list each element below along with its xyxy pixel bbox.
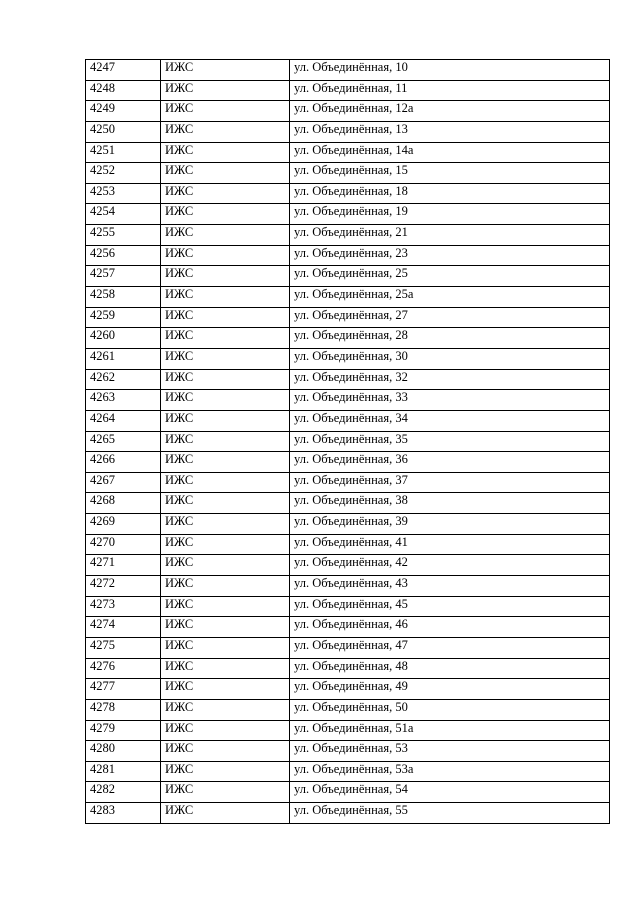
row-type-cell: ИЖС <box>161 617 290 638</box>
table-row <box>86 204 610 225</box>
row-number-cell: 4271 <box>86 555 161 576</box>
row-type-cell: ИЖС <box>161 183 290 204</box>
row-number-cell: 4272 <box>86 576 161 597</box>
row-type-cell: ИЖС <box>161 328 290 349</box>
row-address-cell: ул. Объединённая, 14а <box>290 142 610 163</box>
row-number-cell: 4281 <box>86 761 161 782</box>
row-type-cell: ИЖС <box>161 245 290 266</box>
row-address-cell: ул. Объединённая, 39 <box>290 514 610 535</box>
table-row <box>86 80 610 101</box>
row-type-cell: ИЖС <box>161 699 290 720</box>
row-type-cell: ИЖС <box>161 369 290 390</box>
row-address-cell: ул. Объединённая, 48 <box>290 658 610 679</box>
row-address-cell: ул. Объединённая, 54 <box>290 782 610 803</box>
row-address-cell: ул. Объединённая, 55 <box>290 803 610 824</box>
row-number-cell: 4276 <box>86 658 161 679</box>
table-row <box>86 163 610 184</box>
row-address-cell: ул. Объединённая, 49 <box>290 679 610 700</box>
row-address-cell: ул. Объединённая, 33 <box>290 390 610 411</box>
row-number-cell: 4259 <box>86 307 161 328</box>
row-type-cell: ИЖС <box>161 390 290 411</box>
row-number-cell: 4248 <box>86 80 161 101</box>
row-address-cell: ул. Объединённая, 10 <box>290 60 610 81</box>
row-address-cell: ул. Объединённая, 38 <box>290 493 610 514</box>
row-address-cell: ул. Объединённая, 36 <box>290 452 610 473</box>
row-number-cell: 4258 <box>86 287 161 308</box>
row-number-cell: 4264 <box>86 410 161 431</box>
table-row <box>86 472 610 493</box>
table-row <box>86 493 610 514</box>
table-row <box>86 369 610 390</box>
row-type-cell: ИЖС <box>161 658 290 679</box>
registry-table-body <box>86 60 610 824</box>
row-type-cell: ИЖС <box>161 637 290 658</box>
row-type-cell: ИЖС <box>161 410 290 431</box>
table-row <box>86 534 610 555</box>
table-row <box>86 782 610 803</box>
row-address-cell: ул. Объединённая, 28 <box>290 328 610 349</box>
row-type-cell: ИЖС <box>161 80 290 101</box>
row-type-cell: ИЖС <box>161 741 290 762</box>
row-address-cell: ул. Объединённая, 47 <box>290 637 610 658</box>
row-address-cell: ул. Объединённая, 27 <box>290 307 610 328</box>
row-address-cell: ул. Объединённая, 53а <box>290 761 610 782</box>
table-row <box>86 225 610 246</box>
row-number-cell: 4261 <box>86 348 161 369</box>
table-row <box>86 617 610 638</box>
row-type-cell: ИЖС <box>161 514 290 535</box>
table-row <box>86 741 610 762</box>
table-row <box>86 699 610 720</box>
table-row <box>86 596 610 617</box>
table-row <box>86 555 610 576</box>
row-number-cell: 4270 <box>86 534 161 555</box>
row-number-cell: 4279 <box>86 720 161 741</box>
row-address-cell: ул. Объединённая, 23 <box>290 245 610 266</box>
row-number-cell: 4274 <box>86 617 161 638</box>
table-row <box>86 679 610 700</box>
row-number-cell: 4282 <box>86 782 161 803</box>
table-row <box>86 348 610 369</box>
table-row <box>86 431 610 452</box>
row-number-cell: 4262 <box>86 369 161 390</box>
row-type-cell: ИЖС <box>161 348 290 369</box>
table-row <box>86 307 610 328</box>
row-number-cell: 4253 <box>86 183 161 204</box>
row-number-cell: 4251 <box>86 142 161 163</box>
table-row <box>86 761 610 782</box>
row-address-cell: ул. Объединённая, 42 <box>290 555 610 576</box>
table-row <box>86 390 610 411</box>
row-type-cell: ИЖС <box>161 60 290 81</box>
table-row <box>86 142 610 163</box>
row-number-cell: 4265 <box>86 431 161 452</box>
row-number-cell: 4277 <box>86 679 161 700</box>
table-row <box>86 452 610 473</box>
row-address-cell: ул. Объединённая, 53 <box>290 741 610 762</box>
address-registry-table <box>85 59 610 824</box>
row-type-cell: ИЖС <box>161 101 290 122</box>
row-type-cell: ИЖС <box>161 761 290 782</box>
row-type-cell: ИЖС <box>161 204 290 225</box>
row-address-cell: ул. Объединённая, 37 <box>290 472 610 493</box>
table-row <box>86 803 610 824</box>
row-address-cell: ул. Объединённая, 35 <box>290 431 610 452</box>
table-row <box>86 514 610 535</box>
table-row <box>86 658 610 679</box>
row-address-cell: ул. Объединённая, 21 <box>290 225 610 246</box>
row-number-cell: 4257 <box>86 266 161 287</box>
row-type-cell: ИЖС <box>161 225 290 246</box>
row-type-cell: ИЖС <box>161 679 290 700</box>
table-row <box>86 328 610 349</box>
row-number-cell: 4268 <box>86 493 161 514</box>
row-type-cell: ИЖС <box>161 287 290 308</box>
row-type-cell: ИЖС <box>161 431 290 452</box>
table-row <box>86 101 610 122</box>
row-type-cell: ИЖС <box>161 576 290 597</box>
row-type-cell: ИЖС <box>161 472 290 493</box>
row-number-cell: 4269 <box>86 514 161 535</box>
row-number-cell: 4250 <box>86 121 161 142</box>
row-address-cell: ул. Объединённая, 45 <box>290 596 610 617</box>
row-address-cell: ул. Объединённая, 50 <box>290 699 610 720</box>
row-address-cell: ул. Объединённая, 15 <box>290 163 610 184</box>
table-row <box>86 60 610 81</box>
row-number-cell: 4256 <box>86 245 161 266</box>
row-type-cell: ИЖС <box>161 163 290 184</box>
row-number-cell: 4255 <box>86 225 161 246</box>
row-address-cell: ул. Объединённая, 13 <box>290 121 610 142</box>
row-address-cell: ул. Объединённая, 30 <box>290 348 610 369</box>
table-row <box>86 637 610 658</box>
row-address-cell: ул. Объединённая, 46 <box>290 617 610 638</box>
row-type-cell: ИЖС <box>161 803 290 824</box>
row-type-cell: ИЖС <box>161 121 290 142</box>
table-row <box>86 245 610 266</box>
row-type-cell: ИЖС <box>161 720 290 741</box>
row-address-cell: ул. Объединённая, 25 <box>290 266 610 287</box>
row-type-cell: ИЖС <box>161 307 290 328</box>
row-type-cell: ИЖС <box>161 452 290 473</box>
row-number-cell: 4252 <box>86 163 161 184</box>
row-number-cell: 4254 <box>86 204 161 225</box>
table-row <box>86 720 610 741</box>
row-number-cell: 4263 <box>86 390 161 411</box>
row-address-cell: ул. Объединённая, 25а <box>290 287 610 308</box>
row-type-cell: ИЖС <box>161 596 290 617</box>
table-row <box>86 410 610 431</box>
row-number-cell: 4260 <box>86 328 161 349</box>
table-row <box>86 121 610 142</box>
row-type-cell: ИЖС <box>161 534 290 555</box>
row-number-cell: 4280 <box>86 741 161 762</box>
table-row <box>86 266 610 287</box>
row-address-cell: ул. Объединённая, 43 <box>290 576 610 597</box>
row-number-cell: 4249 <box>86 101 161 122</box>
row-address-cell: ул. Объединённая, 12а <box>290 101 610 122</box>
row-type-cell: ИЖС <box>161 493 290 514</box>
row-number-cell: 4267 <box>86 472 161 493</box>
table-row <box>86 576 610 597</box>
row-type-cell: ИЖС <box>161 555 290 576</box>
table-row <box>86 183 610 204</box>
row-address-cell: ул. Объединённая, 19 <box>290 204 610 225</box>
row-address-cell: ул. Объединённая, 51а <box>290 720 610 741</box>
row-type-cell: ИЖС <box>161 266 290 287</box>
row-type-cell: ИЖС <box>161 782 290 803</box>
row-address-cell: ул. Объединённая, 18 <box>290 183 610 204</box>
row-number-cell: 4247 <box>86 60 161 81</box>
row-address-cell: ул. Объединённая, 34 <box>290 410 610 431</box>
row-address-cell: ул. Объединённая, 11 <box>290 80 610 101</box>
row-number-cell: 4275 <box>86 637 161 658</box>
row-number-cell: 4278 <box>86 699 161 720</box>
row-number-cell: 4283 <box>86 803 161 824</box>
row-number-cell: 4273 <box>86 596 161 617</box>
row-address-cell: ул. Объединённая, 32 <box>290 369 610 390</box>
row-number-cell: 4266 <box>86 452 161 473</box>
row-type-cell: ИЖС <box>161 142 290 163</box>
table-row <box>86 287 610 308</box>
row-address-cell: ул. Объединённая, 41 <box>290 534 610 555</box>
